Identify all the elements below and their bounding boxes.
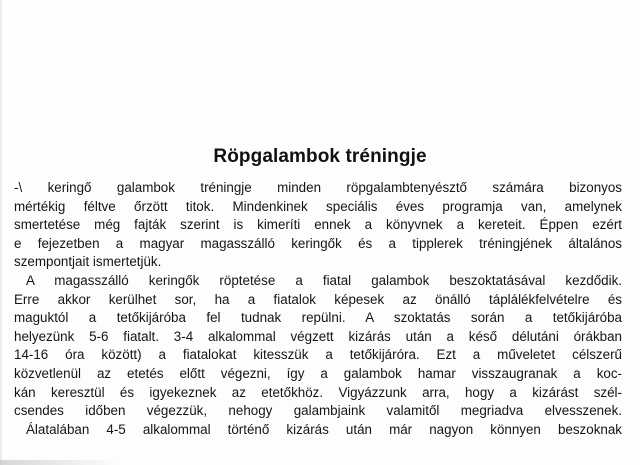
text-line: 14-16 óra között) a fiatalokat kitesszük a tetőkijáróra. Ezt a műveletet célszerű [14,347,622,363]
text-line: mértékig féltve őrzött titok. Mindenkinek speciális éves programja van, amelynek [14,198,622,214]
text-line: Álatalában 4-5 alkalommal történő kizárás után már nagyon könnyen beszoknak [26,421,622,437]
text-line: maguktól a tetőkijáróba fel tudnak repülni. A szoktatás során a tetőkijáróba [14,310,622,326]
text-line: Erre akkor kerülhet sor, ha a fiatalok képesek az önálló táplálékfelvételre és [14,291,622,307]
chapter-title: Röpgalambok tréningje [213,146,427,167]
scan-edge-shadow [0,0,3,465]
text-line: e fejezetben a magyar magasszálló keringők és a tipplerek tréningjének általános [14,235,622,251]
text-line: smertetése még fajták szerint is kimeríti ennek a könyvnek a kereteit. Éppen ezért [14,217,622,233]
scan-smudge [0,460,120,465]
text-line: kán keresztül és igyekeznek az etetőkhöz. Vigyázzunk arra, hogy a kizárást szél- [14,384,622,400]
text-line: csendes időben végezzük, nehogy galambjaink valamitől megriadva elvesszenek. [14,403,622,419]
text-line: szempontjait ismertetjük. [14,254,162,270]
text-line: A magasszálló keringők röptetése a fiatal galambok beszoktatásával kezdődik. [26,272,622,288]
text-line: közvetlenül az etetés előtt végezni, így a galambok hamar visszaugranak a koc- [14,365,622,381]
body-text [14,179,622,439]
text-line: -\ keringő galambok tréningje minden röpgalambtenyésztő számára bizonyos [14,180,622,195]
text-line: helyezünk 5-6 fiatalt. 3-4 alkalommal végzett kizárás után a késő délutáni órákban [14,328,622,344]
